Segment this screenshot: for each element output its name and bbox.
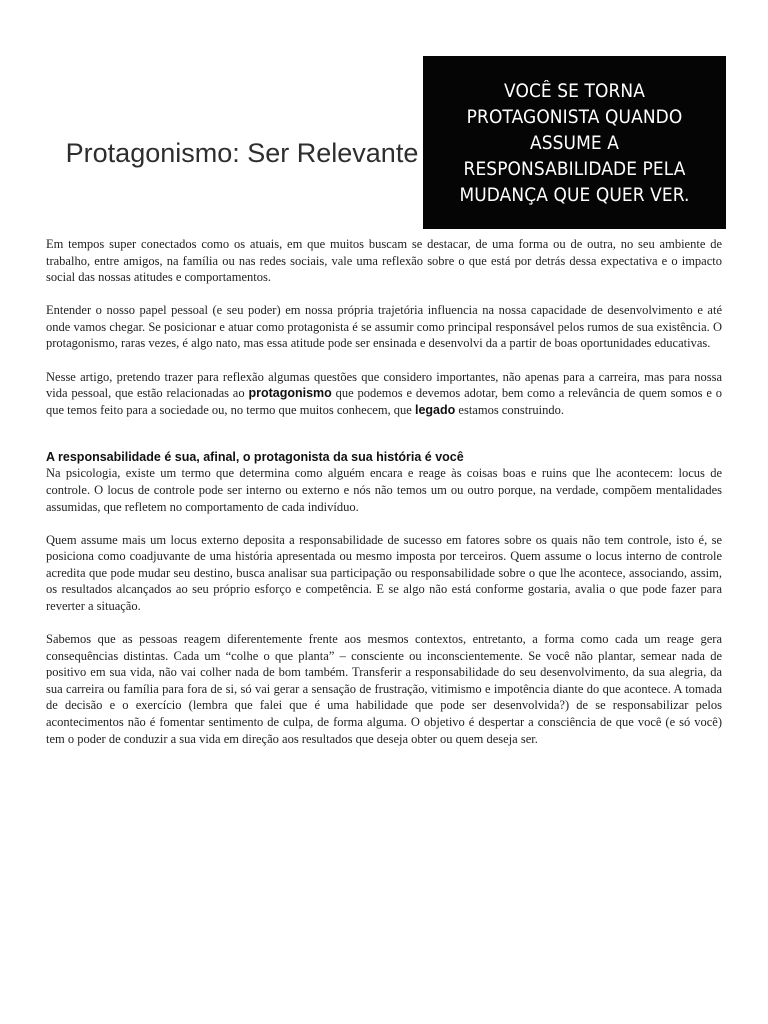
quote-text: VOCÊ SE TORNA PROTAGONISTA QUANDO ASSUME A RESPONSABILIDADE PELA MUDANÇA QUE QUER VER. xyxy=(459,80,690,206)
intro-paragraph-3 xyxy=(46,369,722,419)
intro-p3-text-b: que podemos e devemos adotar, bem como a relevância de quem somos e o que temos feito para a sociedade ou, no termo que muitos conhecem, que xyxy=(46,386,723,417)
section-heading: A responsabilidade é sua, afinal, o protagonista da sua história é você xyxy=(46,450,464,465)
intro-paragraph-2: Entender o nosso papel pessoal (e seu poder) em nossa própria trajetória influencia na nossa capacidade de desenvolvimento e até onde vamos chegar. Se posicionar e atuar como protagonista é se assumir como principal responsável pelos rumos de sua existência. O protagonismo, raras vezes, é algo nato, mas essa atitude pode ser ensinada e desenvolvi da a partir de boas oportunidades educativas. xyxy=(46,303,722,351)
section-paragraph-2: Quem assume mais um locus externo deposita a responsabilidade de sucesso em fatores sobre os quais não tem controle, isto é, se posiciona como coadjuvante de uma história apresentada ou mesmo imposta por terceiros. Quem assume o locus interno de controle acredita que pode mudar seu destino, busca analisar sua participação ou responsabilidade sobre o que lhe acontece, associando, assim, os resultados alcançados ao seu próprio esforço e competência. E se algo não está conforme gostaria, avalia o que pode fazer para reverter a situação. xyxy=(46,532,722,613)
intro-paragraph-1: Em tempos super conectados como os atuais, em que muitos buscam se destacar, de uma forma ou de outra, no seu ambiente de trabalho, entre amigos, na família ou nas redes sociais, vale uma reflexão sobre o que está por detrás dessa expectativa e o impacto social das nossas atitudes e comportamentos. xyxy=(46,237,722,285)
quote-banner xyxy=(423,56,726,229)
intro-p3-text-c: estamos construindo. xyxy=(455,402,564,417)
section-paragraph-3: Sabemos que as pessoas reagem diferentemente frente aos mesmos contextos, entretanto, a forma como cada um reage gera consequências distintas. Cada um “colhe o que planta” – consciente ou inconscientemente. Se você não plantar, semear nada de positivo em sua vida, não vai colher nada de bom também. Transferir a responsabilidade do seu desenvolvimento, da sua alegria, da sua carreira ou família para fora de si, só vai gerar a sensação de frustração, vitimismo e impotência diante do que acontece. A tomada de decisão e o exercício (lembra que falei que é uma habilidade que pode ser desenvolvida?) de se responsabilizar pelos acontecimentos não é fomentar sentimento de culpa, de forma alguma. O objetivo é despertar a consciência de que você (e só você) tem o poder de conduzir a sua vida em direção aos resultados que deseja obter ou quem deseja ser. xyxy=(46,632,722,746)
term-legado: legado xyxy=(414,402,456,417)
page-title: Protagonismo: Ser Relevante xyxy=(65,138,419,168)
article-body xyxy=(46,236,722,764)
intro-p3-text-a: Nesse artigo, pretendo trazer para reflexão algumas questões que considero importantes, não apenas para a carreira, mas para nossa vida pessoal, que estão relacionadas ao xyxy=(46,369,722,401)
section-paragraph-1: Na psicologia, existe um termo que determina como alguém encara e reage às coisas boas e ruins que lhe acontecem: locus de controle. O locus de controle pode ser interno ou externo e nós não temos um ou outro porque, na verdade, compõem mentalidades assumidas, que refletem no comportamento de cada indivíduo. xyxy=(46,466,722,514)
term-protagonismo: protagonismo xyxy=(248,386,332,401)
